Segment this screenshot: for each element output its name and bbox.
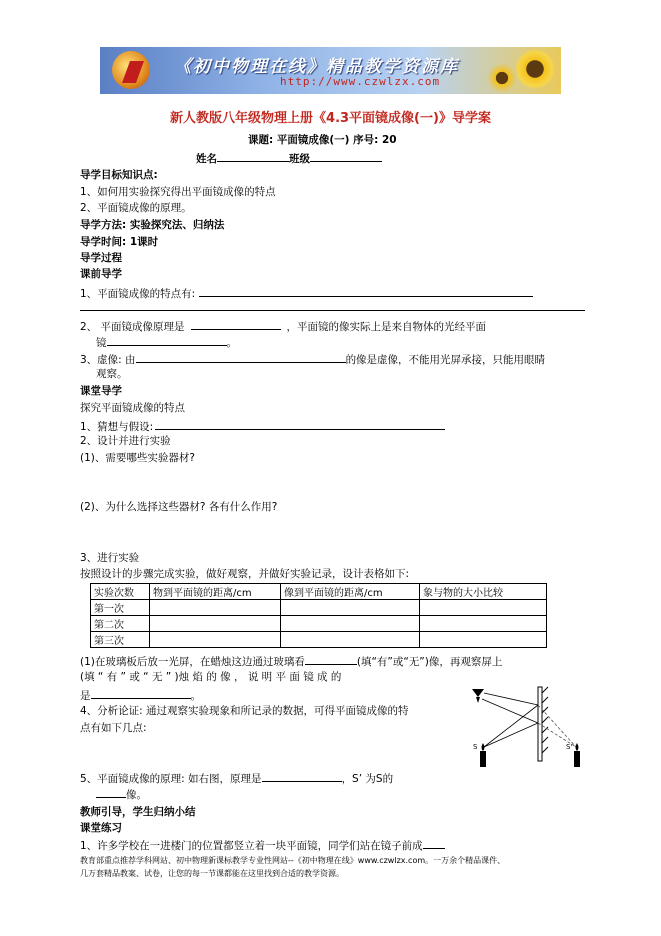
answer-blank[interactable] bbox=[155, 418, 445, 430]
step-2-2: (2)、为什么选择这些器材? 各有什么作用? bbox=[80, 501, 278, 513]
table-cell: 第三次 bbox=[91, 632, 150, 648]
table-input-cell[interactable] bbox=[281, 616, 420, 632]
table-input-cell[interactable] bbox=[281, 600, 420, 616]
answer-blank[interactable] bbox=[423, 837, 445, 849]
pre-question-1-text: 1、平面镜成像的特点有: bbox=[80, 288, 196, 300]
record-table bbox=[90, 583, 547, 648]
observe-text-cont: (填“有”或“无”)像，再观察屏上 bbox=[356, 656, 503, 668]
sunflower-icon bbox=[515, 49, 555, 89]
pre-class-heading: 课前导学 bbox=[80, 268, 122, 280]
table-header: 物到平面镜的距离/cm bbox=[150, 584, 281, 600]
table-input-cell[interactable] bbox=[150, 600, 281, 616]
pre-question-3-text: 3、虚像: 由 bbox=[80, 354, 136, 366]
step-1-text: 1、猜想与假设: bbox=[80, 421, 154, 433]
period-text: 。 bbox=[190, 690, 201, 702]
candle-image-icon bbox=[574, 743, 580, 767]
pre-question-1 bbox=[80, 285, 533, 301]
period-text: 。 bbox=[226, 337, 237, 349]
step-2-1: (1)、需要哪些实验器材? bbox=[80, 452, 195, 464]
pre-question-2-line2 bbox=[96, 334, 237, 350]
table-cell: 第二次 bbox=[91, 616, 150, 632]
observe-line-3 bbox=[80, 687, 201, 703]
observe-line-2: (填 “ 有 ” 或 “ 无 ” )烛 焰 的 像 ， 说 明 平 面 镜 成 的 bbox=[80, 671, 342, 683]
pre-question-3-line2: 观察。 bbox=[96, 368, 128, 380]
pre-question-3-text-cont: 的像是虚像，不能用光屏承接，只能用眼睛 bbox=[345, 354, 546, 366]
principle-line-2 bbox=[96, 786, 147, 802]
answer-blank[interactable] bbox=[199, 285, 533, 297]
document-title: 新人教版八年级物理上册《4.3平面镜成像(一)》导学案 bbox=[170, 111, 491, 126]
banner-url[interactable]: http://www.czwlzx.com bbox=[280, 75, 441, 88]
principle-line-1 bbox=[80, 770, 393, 786]
name-label: 姓名 bbox=[196, 153, 217, 165]
principle-text-cont: 像。 bbox=[126, 789, 147, 801]
step-1 bbox=[80, 418, 445, 434]
answer-blank[interactable] bbox=[262, 770, 342, 782]
s-label: S bbox=[473, 743, 478, 751]
answer-blank[interactable] bbox=[96, 786, 126, 798]
summary-heading: 教师引导，学生归纳小结 bbox=[80, 806, 196, 818]
analysis-line-2: 点有如下几点: bbox=[80, 722, 147, 734]
pre-question-2-text-cont: ，平面镜的像实际上是来自物体的光经平面 bbox=[286, 321, 487, 333]
light-rays bbox=[482, 693, 538, 747]
footer-line-1: 教育部重点推荐学科网站、初中物理新课标教学专业性网站--《初中物理在线》www.czwlzx.com。一万余个精品课件、 bbox=[80, 856, 506, 865]
method-line: 导学方法: 实验探究法、归纳法 bbox=[80, 219, 225, 231]
table-input-cell[interactable] bbox=[420, 632, 547, 648]
table-header: 象与物的大小比较 bbox=[420, 584, 547, 600]
table-input-cell[interactable] bbox=[150, 632, 281, 648]
s-prime-label: S' bbox=[566, 743, 573, 751]
eye-icon bbox=[472, 689, 484, 703]
table-row bbox=[91, 600, 547, 616]
observe-text: (1)在玻璃板后放一光屏，在蜡烛这边通过玻璃看 bbox=[80, 656, 305, 668]
principle-text-cont: ，S’ 为S的 bbox=[341, 773, 394, 785]
table-input-cell[interactable] bbox=[281, 632, 420, 648]
table-input-cell[interactable] bbox=[150, 616, 281, 632]
step-3: 3、进行实验 bbox=[80, 552, 140, 564]
table-input-cell[interactable] bbox=[420, 600, 547, 616]
name-class-line bbox=[196, 150, 382, 166]
table-row bbox=[91, 632, 547, 648]
practice-heading: 课堂练习 bbox=[80, 822, 122, 834]
pre-question-3 bbox=[80, 351, 545, 367]
mirror-hatch bbox=[542, 687, 548, 753]
analysis-line-1: 4、分析论证: 通过观察实验现象和所记录的数据，可得平面镜成像的特 bbox=[80, 705, 409, 717]
table-header: 像到平面镜的距离/cm bbox=[281, 584, 420, 600]
explore-title: 探究平面镜成像的特点 bbox=[80, 402, 185, 414]
mirror-reflection-figure bbox=[470, 683, 590, 775]
pre-question-2 bbox=[80, 318, 486, 334]
objectives-heading: 导学目标知识点: bbox=[80, 169, 158, 181]
pre-question-2-text: 2、 平面镜成像原理是 bbox=[80, 321, 185, 333]
banner-caption: 《初中物理在线》精品教学资源库 bbox=[174, 57, 459, 77]
class-label: 班级 bbox=[289, 153, 310, 165]
step-3-desc: 按照设计的步骤完成实验，做好观察，并做好实验记录，设计表格如下: bbox=[80, 568, 410, 580]
table-input-cell[interactable] bbox=[420, 616, 547, 632]
sunflower-icon bbox=[487, 63, 517, 93]
objective-item: 1、如何用实验探究得出平面镜成像的特点 bbox=[80, 186, 276, 198]
observe-text-cont: 是 bbox=[80, 690, 91, 702]
site-banner bbox=[100, 47, 561, 94]
answer-blank[interactable] bbox=[191, 318, 281, 330]
time-line: 导学时间: 1课时 bbox=[80, 236, 159, 248]
pre-question-2-text-cont: 镜 bbox=[96, 337, 107, 349]
principle-text: 5、平面镜成像的原理: 如右图，原理是 bbox=[80, 773, 262, 785]
answer-blank[interactable] bbox=[91, 687, 191, 699]
class-blank[interactable] bbox=[310, 150, 382, 162]
table-cell: 第一次 bbox=[91, 600, 150, 616]
practice-question-1 bbox=[80, 837, 445, 853]
topic-line: 课题: 平面镜成像(一) 序号: 20 bbox=[248, 134, 397, 146]
answer-blank[interactable] bbox=[136, 351, 346, 363]
answer-blank-line[interactable] bbox=[80, 310, 585, 311]
footer-line-2: 几万套精品教案、试卷，让您的每一节课都能在这里找到合适的教学资源。 bbox=[80, 869, 344, 878]
practice-question-1-text: 1、许多学校在一进楼门的位置都竖立着一块平面镜，同学们站在镜子前成 bbox=[80, 840, 423, 852]
step-2: 2、设计并进行实验 bbox=[80, 435, 171, 447]
process-heading: 导学过程 bbox=[80, 252, 122, 264]
table-header-row bbox=[91, 584, 547, 600]
table-row bbox=[91, 616, 547, 632]
answer-blank[interactable] bbox=[305, 653, 357, 665]
objective-item: 2、平面镜成像的原理。 bbox=[80, 202, 192, 214]
answer-blank[interactable] bbox=[107, 334, 227, 346]
name-blank[interactable] bbox=[217, 150, 289, 162]
table-header: 实验次数 bbox=[91, 584, 150, 600]
in-class-heading: 课堂导学 bbox=[80, 385, 122, 397]
observe-line-1 bbox=[80, 653, 502, 669]
